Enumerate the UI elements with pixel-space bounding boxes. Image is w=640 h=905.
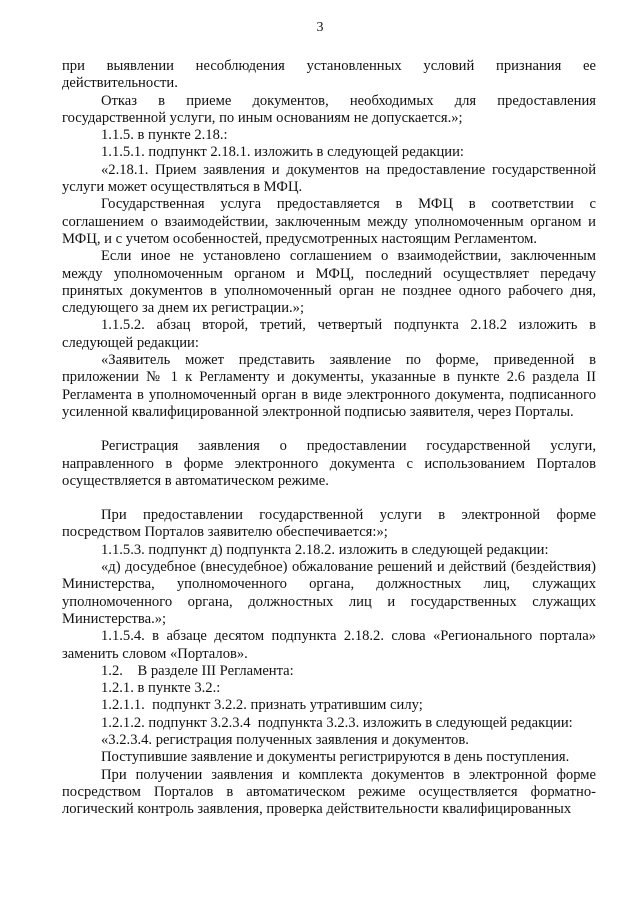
paragraph: 1.2.1.1. подпункт 3.2.2. признать утратившим силу; xyxy=(101,697,423,714)
paragraph: при выявлении несоблюдения установленных условий признания ее действительности. xyxy=(62,58,596,92)
paragraph: При предоставлении государственной услуги в электронной форме посредством Порталов заявителю обеспечивается:»; xyxy=(62,507,596,541)
page-number: 3 xyxy=(316,20,324,35)
paragraph: «2.18.1. Прием заявления и документов на предоставление государственной услуги может осуществляться в МФЦ. xyxy=(62,161,596,196)
paragraph: Регистрация заявления о предоставлении государственной услуги, направленного в форме электронного документа с использованием Порталов осуществляется в автоматическом режиме. xyxy=(62,438,596,489)
paragraph: 1.2.1.2. подпункт 3.2.3.4 подпункта 3.2.3. изложить в следующей редакции: xyxy=(101,714,573,731)
paragraph: Государственная услуга предоставляется в МФЦ в соответствии с соглашением о взаимодействии, заключенным между уполномоченным органом и МФЦ, и с учетом особенностей, предусмотренных настоящим Регламентом. xyxy=(62,196,596,247)
paragraph: «Заявитель может представить заявление по форме, приведенной в приложении № 1 к Регламенту и документы, указанные в пункте 2.6 раздела II Регламента в уполномоченный орган в виде электронного документа, подписанного усиленной квалифицированной электронной подписью заявителя, через Порталы. xyxy=(62,352,596,420)
paragraph: Поступившие заявление и документы регистрируются в день поступления. xyxy=(101,749,570,766)
paragraph: 1.2. В разделе III Регламента: xyxy=(101,662,294,679)
paragraph: 1.1.5. в пункте 2.18.: xyxy=(101,127,228,144)
paragraph: «д) досудебное (внесудебное) обжалование решений и действий (бездействия) Министерства, уполномоченного органа, должностных лиц, служащих уполномоченного органа, должностных лиц и государственных служащих Министерства.»; xyxy=(62,559,596,627)
paragraph: 1.2.1. в пункте 3.2.: xyxy=(101,680,221,697)
paragraph: 1.1.5.4. в абзаце десятом подпункта 2.18.2. слова «Регионального портала» заменить словом «Порталов». xyxy=(62,628,596,662)
paragraph: При получении заявления и комплекта документов в электронной форме посредством Порталов в автоматическом режиме осуществляется форматно-логический контроль заявления, проверка действительности квалифицированных xyxy=(62,766,596,818)
paragraph: «3.2.3.4. регистрация полученных заявления и документов. xyxy=(101,731,469,748)
paragraph: 1.1.5.3. подпункт д) подпункта 2.18.2. изложить в следующей редакции: xyxy=(101,541,549,558)
paragraph: 1.1.5.2. абзац второй, третий, четвертый подпункта 2.18.2 изложить в следующей редакции: xyxy=(62,317,596,351)
document-body xyxy=(62,58,596,818)
paragraph: 1.1.5.1. подпункт 2.18.1. изложить в следующей редакции: xyxy=(101,144,464,161)
paragraph: Если иное не установлено соглашением о взаимодействии, заключенным между уполномоченным органом и МФЦ, последний осуществляет передачу принятых документов в уполномоченный орган не позднее одного рабочего дня, следующего за днем их регистрации.»; xyxy=(62,248,596,317)
paragraph: Отказ в приеме документов, необходимых для предоставления государственной услуги, по иным основаниям не допускается.»; xyxy=(62,92,596,126)
